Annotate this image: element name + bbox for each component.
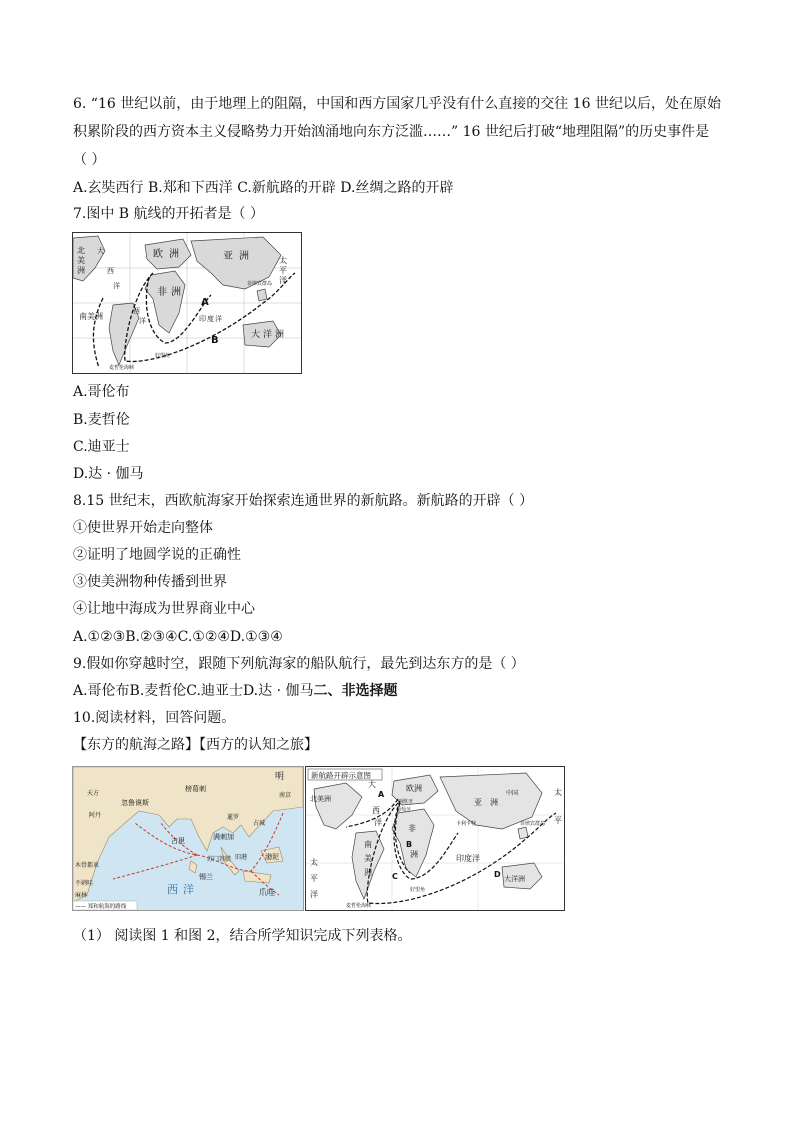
q10-map2-label: 平 [310, 874, 318, 883]
q10-map2-label: 葡萄牙 [396, 807, 412, 813]
q10-map2-label: 西班牙 [398, 799, 414, 805]
q7-map-label: 洲 [171, 287, 181, 298]
q10-sub1: （1） 阅读图 1 和图 2，结合所学知识完成下列表格。 [73, 928, 412, 944]
q10-map2-label: 印度洋 [456, 854, 480, 863]
q7-map-label: 南美洲 [79, 312, 103, 321]
q8-stem: 8.15 世纪末，西欧航海家开始探索连通世界的新航路。新航路的开辟（ ） [73, 493, 534, 509]
q7-option-a: A.哥伦布 [73, 384, 130, 400]
q10-map2-label: 麦哲伦海峡 [346, 903, 372, 909]
q10-map2-label: 洋 [374, 818, 382, 827]
q7-map-label: 洲 [239, 251, 249, 262]
q10-map1-label: 苏门答腊 [207, 856, 232, 863]
q6-options: A.玄奘西行 B.郑和下西洋 C.新航路的开辟 D.丝绸之路的开辟 [73, 180, 454, 196]
q7-map-label: 欧 [153, 249, 163, 260]
q7-map-label: 非 [157, 287, 167, 298]
q10-map2-label: 欧洲 [406, 784, 422, 793]
q10-map2-label: 西 [372, 806, 380, 815]
q10-map1-label: 旧港 [235, 854, 248, 861]
q10-map1-label: 不刺哇 [75, 880, 94, 887]
q7-option-b: B.麦哲伦 [73, 412, 130, 428]
q7-route-a-label: A [201, 297, 209, 308]
q7-option-c: C.迪亚士 [73, 439, 130, 455]
q7-map-label: 洋 [139, 317, 146, 325]
q8-item: ④让地中海成为世界商业中心 [73, 601, 255, 617]
q10-map1-label: 满刺加 [213, 833, 234, 841]
q10-map2-route-label: D [494, 870, 501, 879]
q10-map1-label: 爪哇 [259, 888, 275, 897]
q7-map-label: 西 [107, 267, 114, 275]
section-heading: 二、非选择题 [313, 683, 398, 699]
q10-map2-label: 美 [364, 854, 372, 863]
q10-map1-label: 木骨都束 [75, 862, 100, 869]
q10-map2-label: 菲律宾群岛 [520, 821, 546, 827]
q10-map1-label: 榜葛刺 [185, 785, 206, 793]
q7-world-map [72, 232, 302, 374]
q10-map1-label: 暹罗 [227, 814, 240, 821]
q7-map-label: 洋 [279, 276, 287, 285]
q7-map-label: 亚 [223, 251, 233, 262]
q10-map1-label: 锡兰 [199, 873, 213, 881]
q10-map2-label: 太 [310, 858, 318, 867]
q10-map2-label: 平 [554, 816, 562, 825]
q10-map2-route-label: C [392, 872, 398, 881]
q7-map-label: 度 [207, 315, 214, 323]
q10-map1-label: 明 [275, 772, 285, 782]
q7-stem: 7.图中 B 航线的开拓者是（ ） [73, 206, 264, 222]
q6-line-1: 6. “16 世纪以前，由于地理上的阻隔，中国和西方国家几乎没有什么直接的交往 16 世纪以后，处在原始 [73, 96, 721, 112]
q10-map1-label: 洋 [183, 883, 194, 896]
q10-map2-route-label: B [406, 840, 413, 849]
q10-map1-label: 天方 [87, 790, 100, 797]
q10-map2-label: 洋 [310, 890, 318, 899]
q10-map1-label: 南京 [279, 792, 292, 799]
q7-map-label: 菲律宾群岛 [247, 281, 273, 287]
q9-options: A.哥伦布B.麦哲伦C.迪亚士D.达 · 伽马 [73, 683, 314, 699]
q10-map-zhenghe [72, 766, 304, 911]
q7-map-label: 平 [279, 266, 287, 275]
q7-map-label: 西 [133, 307, 140, 315]
q7-map-label: 洋 [215, 315, 222, 323]
q10-map2-label: 南 [364, 840, 372, 849]
q7-map-label: 洲 [275, 330, 285, 340]
q7-map-label: 太 [279, 256, 287, 265]
q7-map-label: 大 [97, 247, 104, 255]
q10-map2-label: 亚 [474, 798, 482, 807]
q7-option-d: D.达 · 伽马 [73, 466, 144, 482]
q7-map-label: 好望角 [155, 353, 171, 359]
q10-map1-label: 西 [167, 883, 178, 896]
q10-map1-label: 麻林 [75, 892, 88, 899]
q10-map1-label: 忽鲁谟斯 [121, 799, 149, 807]
q10-map1-legend: —— 郑和航海的路线 [75, 904, 127, 910]
q6-line-3: （ ） [73, 152, 106, 168]
q8-item: ③使美洲物种传播到世界 [73, 574, 227, 590]
q10-map2-title: 新航路开辟示意图 [311, 771, 371, 780]
q10-map1-label: 渤泥 [265, 853, 279, 861]
q9-stem: 9.假如你穿越时空，跟随下列航海家的船队航行，最先到达东方的是（ ） [73, 656, 525, 672]
q10-map2-label: 大洋洲 [504, 875, 525, 883]
q10-map2-label: 洲 [410, 850, 418, 859]
q7-map-label: 洲 [169, 249, 179, 260]
q8-item: ②证明了地圆学说的正确性 [73, 547, 241, 563]
q8-item: ①使世界开始走向整体 [73, 520, 213, 536]
q6-line-2: 积累阶段的西方资本主义侵略势力开始汹涌地向东方泛滥……” 16 世纪后打破“地理阻隔”的历史事件是 [73, 124, 710, 140]
q10-map2-label: 中国 [506, 790, 519, 797]
q7-map-label: 美 [77, 256, 85, 265]
q7-map-label: 北 [77, 246, 85, 255]
q10-stem: 10.阅读材料，回答问题。 [73, 710, 236, 726]
q10-map2-label: 太 [554, 788, 562, 797]
q7-map-label: 洲 [77, 266, 85, 275]
q8-options: A.①②③B.②③④C.①②④D.①③④ [73, 629, 283, 645]
q10-map1-label: 古里 [171, 837, 185, 845]
q7-map-label: 洋 [263, 330, 273, 340]
q7-map-label: 洋 [113, 282, 120, 290]
q10-map2-route-label: A [378, 790, 385, 799]
q9-options-line [73, 682, 398, 700]
q10-map2-label: 北美洲 [310, 795, 331, 803]
q10-map2-label: 洲 [490, 798, 498, 807]
q7-map-label: 大 [251, 330, 261, 340]
q10-map2-label: 洲 [364, 868, 372, 877]
q7-route-b-label: B [211, 335, 219, 346]
q10-map1-label: 占城 [253, 820, 266, 827]
q7-map-label: 印 [199, 315, 206, 323]
q10-map2-label: 非 [408, 824, 416, 833]
q10-map2-label: 卡利卡特 [456, 821, 477, 827]
q10-heading: 【东方的航海之路】【西方的认知之旅】 [73, 737, 318, 753]
q7-map-label: 麦哲伦海峡 [109, 365, 135, 371]
q10-map2-label: 大 [368, 780, 376, 789]
q10-map2-label: 好望角 [410, 887, 426, 893]
q10-map1-label: 阿丹 [89, 812, 102, 819]
q10-map-new-routes [305, 766, 565, 911]
